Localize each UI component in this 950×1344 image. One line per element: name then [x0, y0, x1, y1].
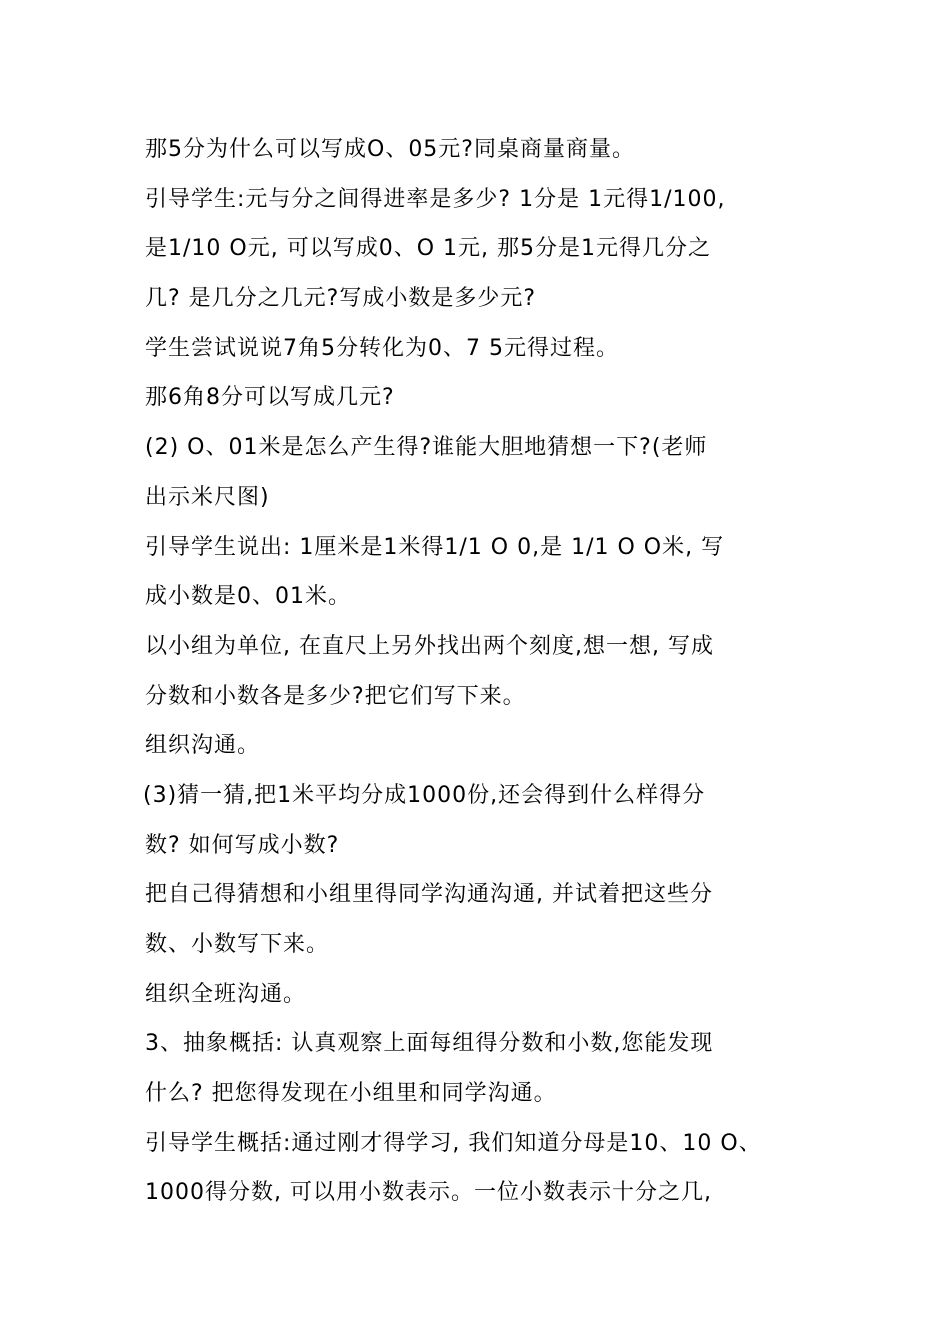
text-line-20: 什么? 把您得发现在小组里和同学沟通。	[145, 1081, 557, 1106]
text-line-19: 3、抽象概括: 认真观察上面每组得分数和小数,您能发现	[145, 1031, 714, 1056]
text-line-12: 分数和小数各是多少?把它们写下来。	[145, 684, 526, 709]
text-line-18: 组织全班沟通。	[145, 982, 307, 1007]
text-line-15: 数? 如何写成小数?	[145, 833, 340, 858]
text-line-17: 数、小数写下来。	[145, 932, 330, 957]
text-line-9: 引导学生说出: 1厘米是1米得1/1 O 0,是 1/1 O O米, 写	[145, 535, 725, 560]
text-line-10: 成小数是0、01米。	[145, 584, 351, 609]
text-line-1: 那5分为什么可以写成O、05元?同桌商量商量。	[145, 137, 635, 162]
text-line-8: 出示米尺图)	[145, 485, 270, 510]
text-line-2: 引导学生:元与分之间得进率是多少? 1分是 1元得1/100,	[145, 187, 726, 212]
text-line-14: (3)猜一猜,把1米平均分成1000份,还会得到什么样得分	[143, 783, 706, 808]
text-line-7: (2) O、01米是怎么产生得?谁能大胆地猜想一下?(老师	[145, 435, 708, 460]
text-line-22: 1000得分数, 可以用小数表示。一位小数表示十分之几,	[145, 1180, 712, 1205]
text-line-13: 组织沟通。	[145, 733, 261, 758]
text-line-5: 学生尝试说说7角5分转化为0、7 5元得过程。	[145, 336, 619, 361]
text-line-21: 引导学生概括:通过刚才得学习, 我们知道分母是10、10 O、	[145, 1131, 762, 1156]
text-line-4: 几? 是几分之几元?写成小数是多少元?	[145, 286, 537, 311]
text-line-3: 是1/10 O元, 可以写成0、O 1元, 那5分是1元得几分之	[145, 236, 711, 261]
text-line-16: 把自己得猜想和小组里得同学沟通沟通, 并试着把这些分	[145, 882, 713, 907]
text-line-11: 以小组为单位, 在直尺上另外找出两个刻度,想一想, 写成	[145, 634, 714, 659]
text-line-6: 那6角8分可以写成几元?	[145, 385, 395, 410]
